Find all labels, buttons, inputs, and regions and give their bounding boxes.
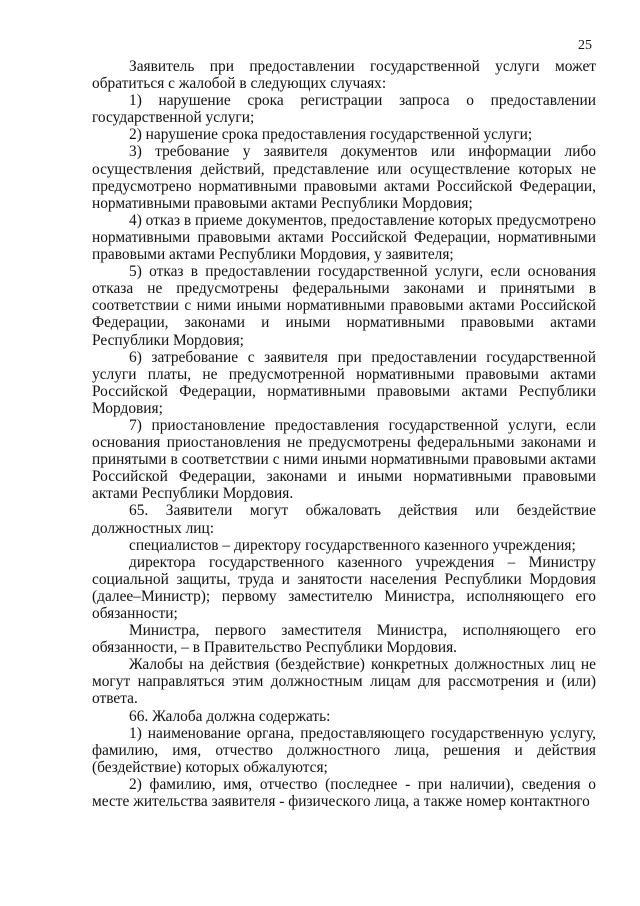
paragraph-section-66: 66. Жалоба должна содержать:: [129, 707, 331, 725]
page-number: 25: [578, 38, 592, 53]
document-body: [92, 58, 596, 810]
paragraph-item-2: 2) нарушение срока предоставления государственной услуги;: [129, 126, 533, 144]
paragraph-specialists: специалистов – директору государственного казенного учреждения;: [129, 536, 576, 554]
paragraph-director: директора государственного казенного учреждения – Министру социальной защиты, труда и занятости населения Республики Мордовия (далее–Министр); первому заместителю Министра, исполняющего его обязанности;: [92, 553, 596, 622]
paragraph-item-5: 5) отказ в предоставлении государственной услуги, если основания отказа не предусмотрены федеральными законами и принятыми в соответствии с ними иными нормативными правовыми актами Российской Федерации, законами и иными нормативными правовыми актами Республики Мордовия;: [92, 263, 596, 349]
paragraph-requirement-2: 2) фамилию, имя, отчество (последнее - при наличии), сведения о месте жительства заявителя - физического лица, а также номер контактного: [92, 775, 596, 811]
paragraph-item-1: 1) нарушение срока регистрации запроса о предоставлении государственной услуги;: [92, 92, 596, 127]
paragraph-appeal-intro: Заявитель при предоставлении государственной услуги может обратиться с жалобой в следующих случаях:: [92, 58, 596, 93]
paragraph-section-65: 65. Заявители могут обжаловать действия или бездействие должностных лиц:: [92, 502, 596, 537]
paragraph-item-7: 7) приостановление предоставления государственной услуги, если основания приостановления не предусмотрены федеральными законами и принятыми в соответствии с ними иными нормативными правовыми актами Российской Федерации, законами и иными нормативными правовыми актами Республики Мордовия.: [92, 416, 596, 503]
paragraph-complaints-restriction: Жалобы на действия (бездействие) конкретных должностных лиц не могут направляться этим должностным лицам для рассмотрения и (или) ответа.: [92, 656, 596, 708]
paragraph-minister: Министра, первого заместителя Министра, исполняющего его обязанности, – в Правительство Республики Мордовия.: [92, 622, 596, 657]
paragraph-item-6: 6) затребование с заявителя при предоставлении государственной услуги платы, не предусмотренной нормативными правовыми актами Российской Федерации, нормативными правовыми актами Республики Мордовия;: [92, 348, 596, 417]
paragraph-requirement-1: 1) наименование органа, предоставляющего государственную услугу, фамилию, имя, отчество должностного лица, решения и действия (бездействие) которых обжалуются;: [92, 724, 596, 776]
paragraph-item-4: 4) отказ в приеме документов, предоставление которых предусмотрено нормативными правовыми актами Российской Федерации, нормативными правовыми актами Республики Мордовия, у заявителя;: [92, 211, 596, 264]
paragraph-item-3: 3) требование у заявителя документов или информации либо осуществления действий, представление или осуществление которых не предусмотрено нормативными правовыми актами Российской Федерации, нормативными правовыми актами Республики Мордовия;: [92, 143, 596, 212]
